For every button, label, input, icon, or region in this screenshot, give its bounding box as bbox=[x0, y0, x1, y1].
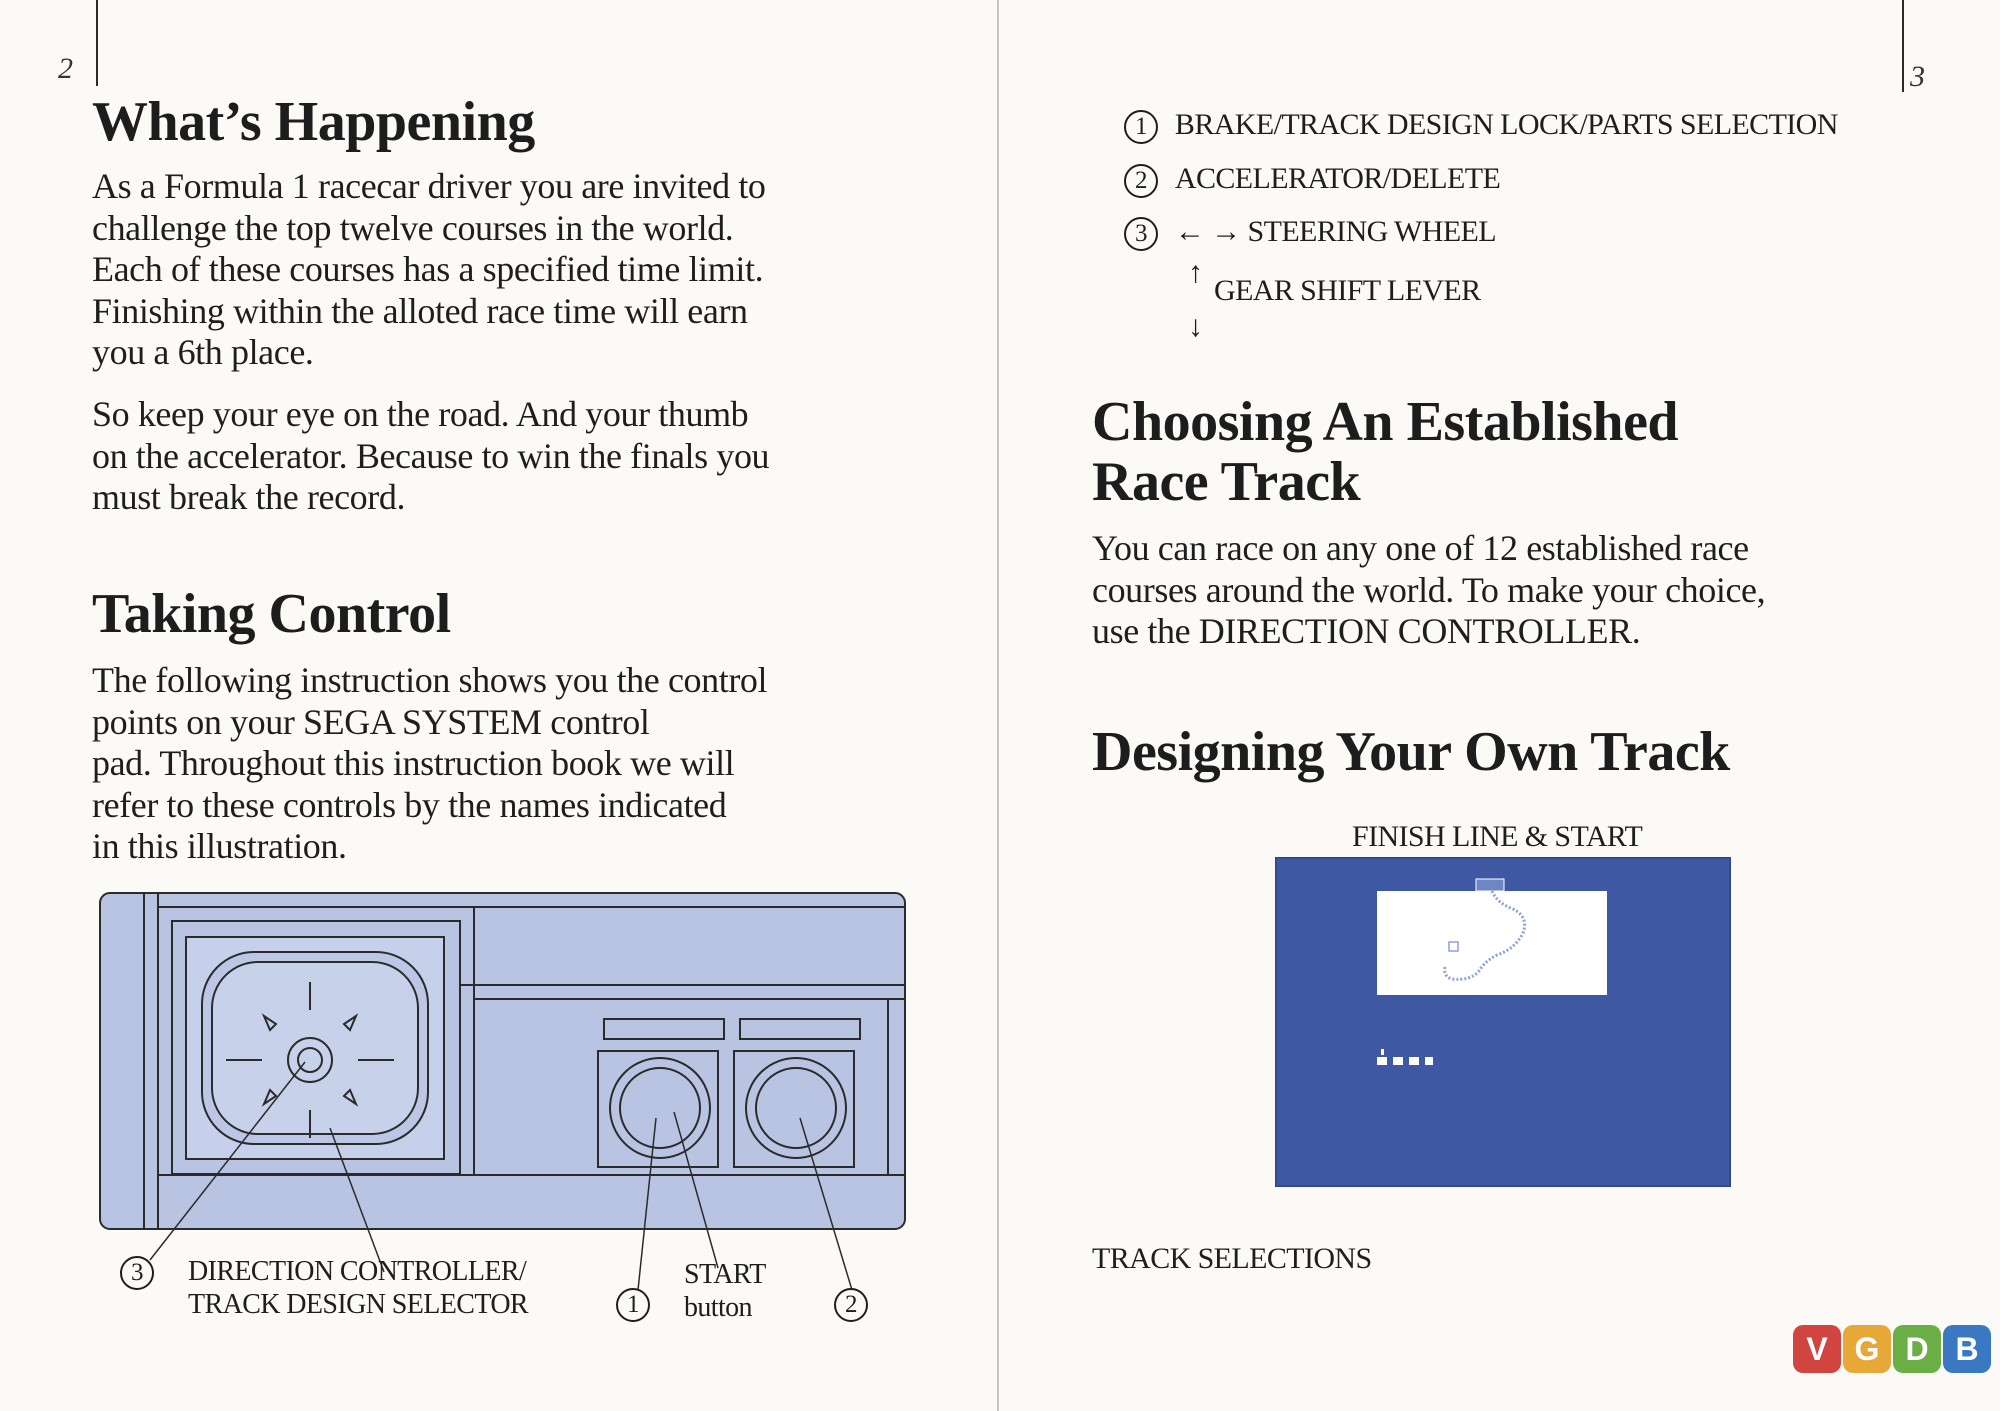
text-line: on the accelerator. Because to win the finals you bbox=[92, 435, 770, 476]
text-line: pad. Throughout this instruction book we will bbox=[92, 743, 735, 783]
control-pad-body bbox=[100, 893, 905, 1229]
text-line: use the DIRECTION CONTROLLER. bbox=[1092, 611, 1641, 651]
round-button-icon bbox=[598, 1051, 718, 1167]
paragraph-keep-eye bbox=[92, 394, 769, 519]
control-list-item-2 bbox=[1124, 162, 1500, 198]
heading-designing-track: Designing Your Own Track bbox=[1092, 721, 1730, 783]
label-line: button bbox=[684, 1292, 752, 1323]
down-arrow-icon: ↓ bbox=[1188, 310, 1203, 343]
text-line: Finishing within the alloted race time will earn bbox=[92, 290, 748, 331]
circled-number-3: 3 bbox=[1124, 217, 1158, 251]
page-rule bbox=[1902, 0, 1904, 92]
label-line: DIRECTION CONTROLLER/ bbox=[188, 1256, 527, 1287]
track-design-screenshot bbox=[1275, 857, 1731, 1187]
text-line: must break the record. bbox=[92, 477, 406, 517]
paragraph-choosing-track bbox=[1092, 528, 1765, 653]
page-number: 2 bbox=[58, 52, 73, 85]
circled-number-3: 3 bbox=[120, 1256, 154, 1290]
text-line: refer to these controls by the names indicated bbox=[92, 784, 727, 825]
text-line: courses around the world. To make your choice, bbox=[1092, 569, 1766, 610]
finish-line-marker bbox=[1476, 879, 1504, 891]
page-rule bbox=[96, 0, 98, 86]
gear-shift-label: GEAR SHIFT LEVER bbox=[1214, 274, 1481, 307]
label-line: START bbox=[684, 1259, 766, 1290]
text-line: you a 6th place. bbox=[92, 332, 314, 372]
heading-line: Choosing An Established bbox=[1092, 391, 1679, 453]
marker-1-label bbox=[616, 1287, 650, 1322]
text-line: in this illustration. bbox=[92, 826, 347, 866]
direction-pad-icon bbox=[202, 952, 428, 1144]
text-line: points on your SEGA SYSTEM control bbox=[92, 701, 650, 742]
screenshot-caption-bottom: TRACK SELECTIONS bbox=[1092, 1242, 1372, 1275]
text-line: Each of these courses has a specified time limit. bbox=[92, 249, 764, 289]
circled-number-2: 2 bbox=[834, 1288, 868, 1322]
text-line: You can race on any one of 12 established race bbox=[1092, 528, 1749, 568]
control-list-item-3 bbox=[1124, 215, 1496, 251]
heading-taking-control: Taking Control bbox=[92, 583, 451, 645]
round-button-icon bbox=[734, 1051, 854, 1167]
watermark-letter: B bbox=[1943, 1325, 1991, 1373]
heading-line: Race Track bbox=[1092, 451, 1361, 513]
marker-3-label bbox=[120, 1255, 154, 1290]
heading-whats-happening: What’s Happening bbox=[92, 91, 535, 153]
watermark-letter: D bbox=[1893, 1325, 1941, 1373]
start-button-label bbox=[684, 1258, 766, 1324]
text-line: So keep your eye on the road. And your thumb bbox=[92, 394, 749, 434]
direction-controller-label bbox=[188, 1255, 528, 1321]
page-number: 3 bbox=[1910, 60, 1925, 93]
circled-number-1: 1 bbox=[616, 1288, 650, 1322]
right-page bbox=[1000, 0, 2000, 1411]
circled-number-1: 1 bbox=[1124, 110, 1158, 144]
label-line: TRACK DESIGN SELECTOR bbox=[188, 1289, 529, 1320]
track-canvas bbox=[1377, 891, 1607, 995]
control-list-item-1 bbox=[1124, 108, 1838, 144]
marker-2-label bbox=[834, 1287, 868, 1322]
heading-choosing-track bbox=[1092, 392, 1678, 512]
text-line: challenge the top twelve courses in the world. bbox=[92, 207, 734, 248]
control-list-text: ACCELERATOR/DELETE bbox=[1174, 162, 1501, 195]
circled-number-2: 2 bbox=[1124, 164, 1158, 198]
watermark-letter: G bbox=[1843, 1325, 1891, 1373]
watermark-letter: V bbox=[1793, 1325, 1841, 1373]
screenshot-caption-top: FINISH LINE & START bbox=[1352, 820, 1643, 853]
up-arrow-icon: ↑ bbox=[1188, 256, 1203, 289]
text-line: The following instruction shows you the control bbox=[92, 660, 768, 700]
control-list-text: ← → STEERING WHEEL bbox=[1174, 215, 1497, 248]
paragraph-taking-control bbox=[92, 660, 767, 868]
text-line: As a Formula 1 racecar driver you are invited to bbox=[92, 166, 766, 206]
vgdb-watermark bbox=[1793, 1325, 1993, 1373]
paragraph-intro bbox=[92, 166, 766, 374]
control-list-text: BRAKE/TRACK DESIGN LOCK/PARTS SELECTION bbox=[1174, 108, 1838, 141]
